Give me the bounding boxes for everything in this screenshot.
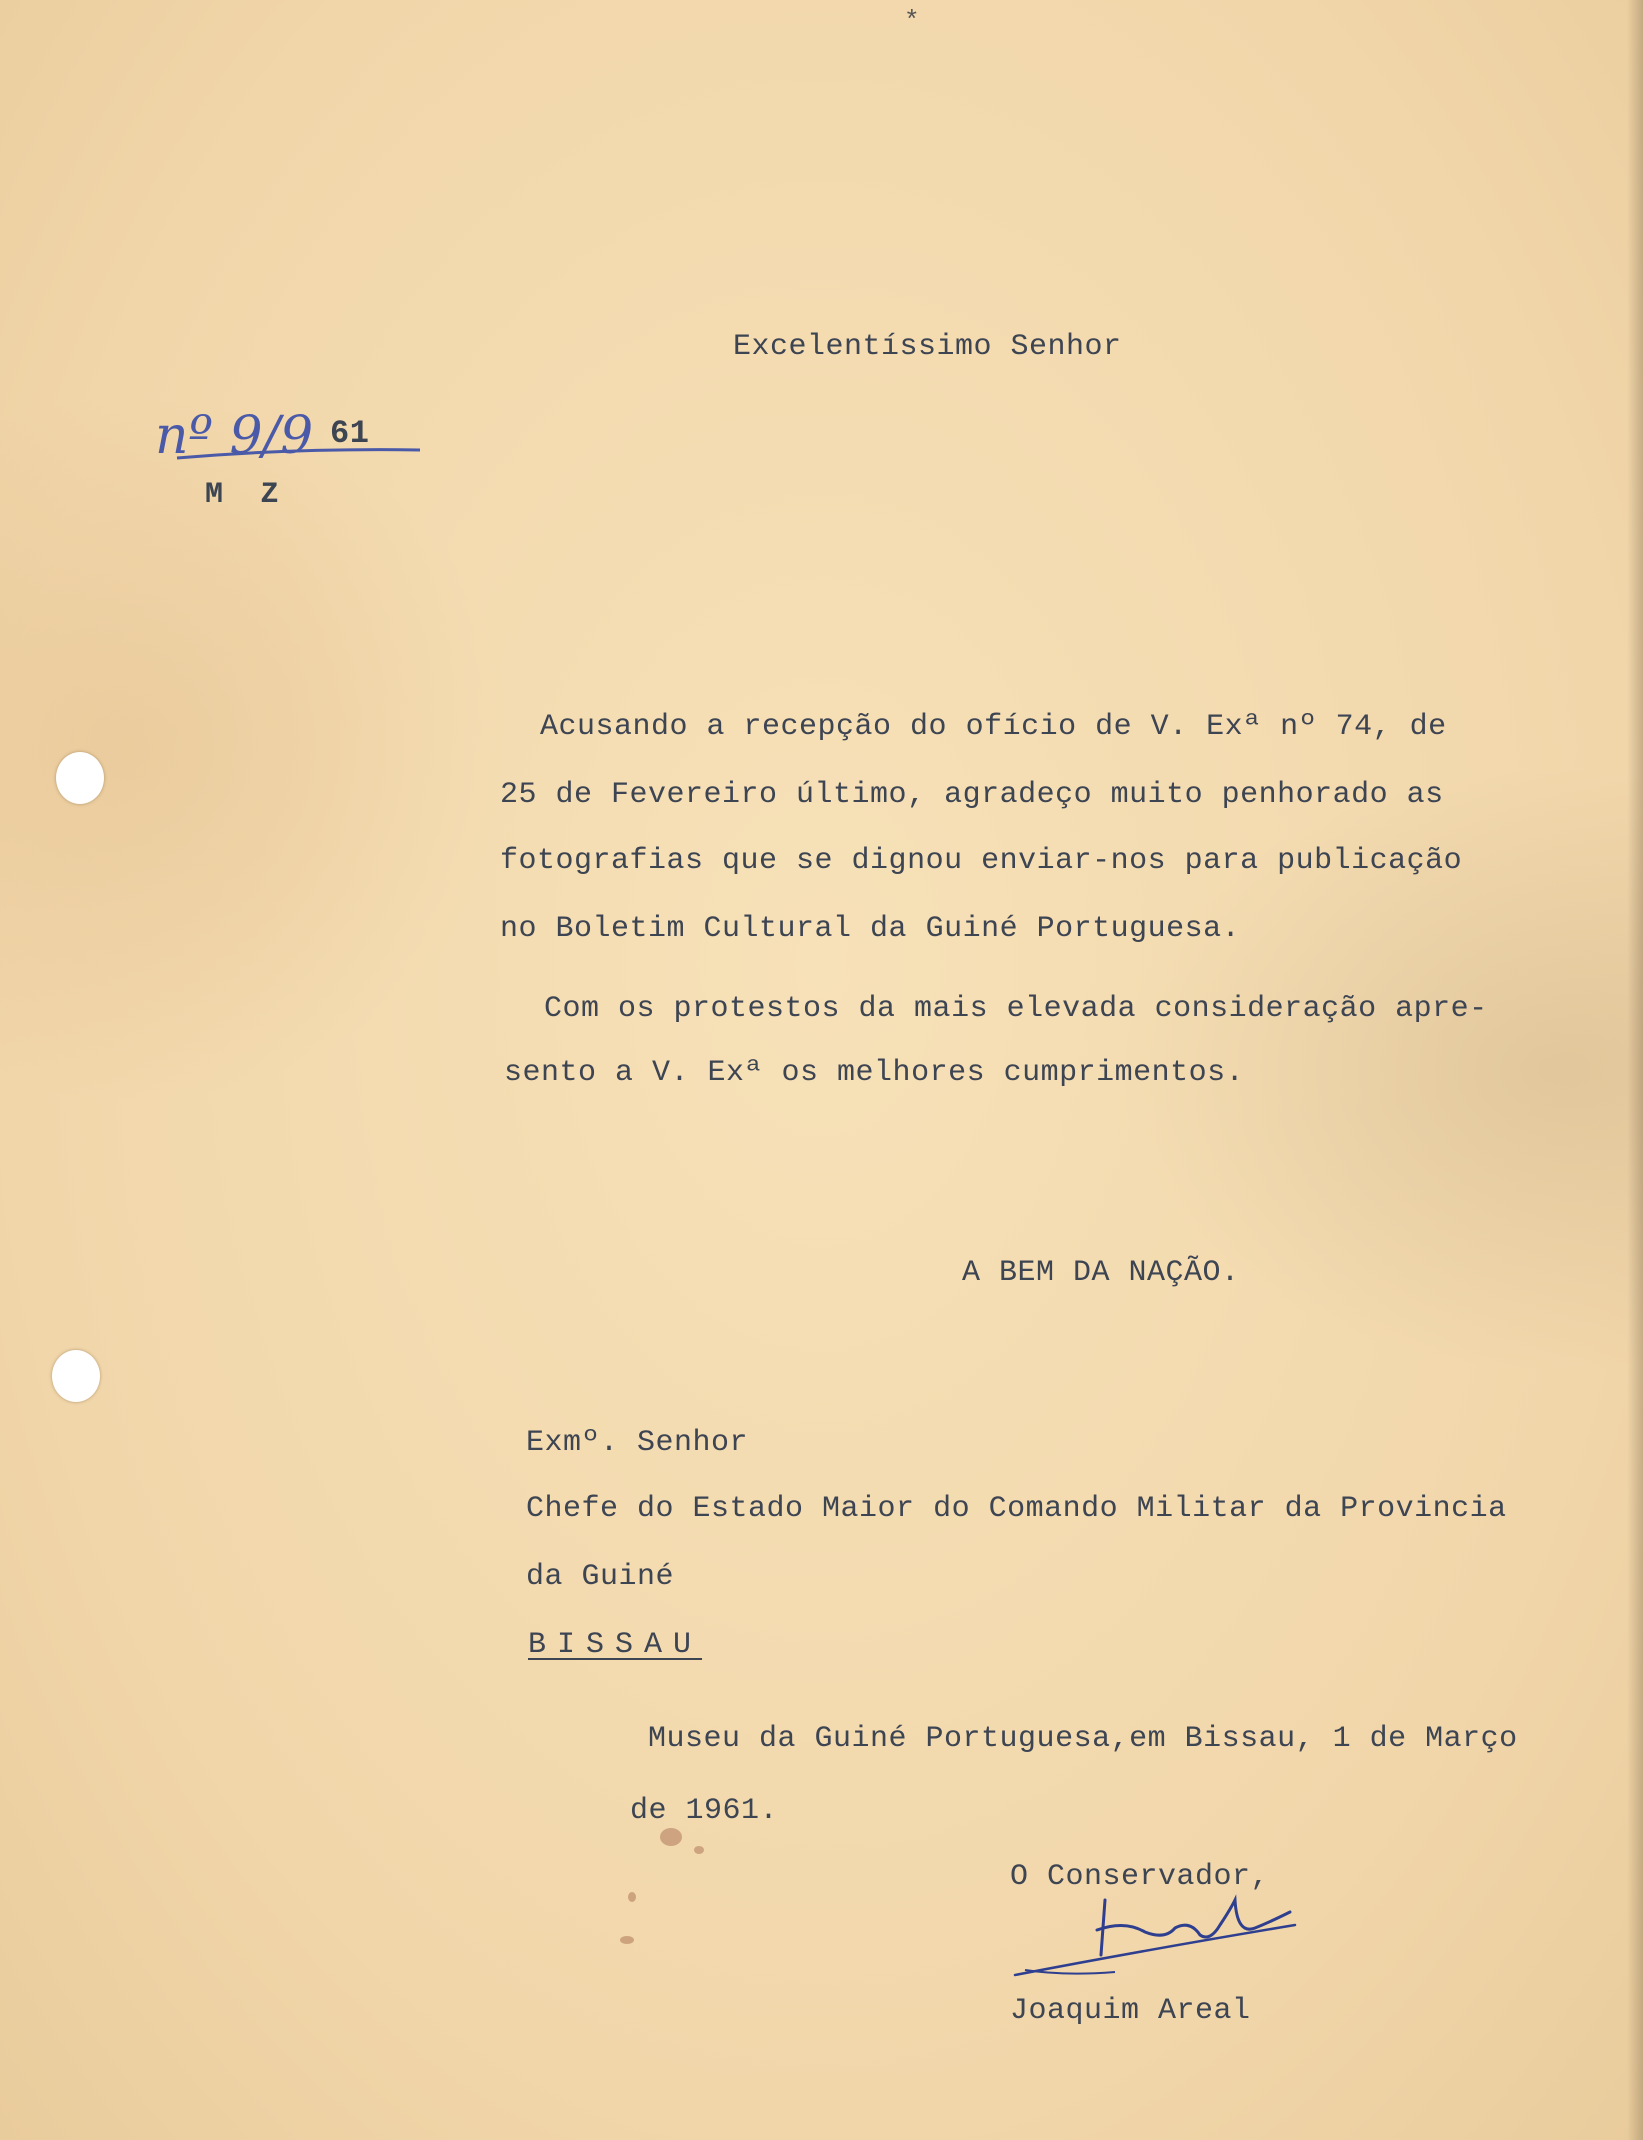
body-line-2: 25 de Fevereiro último, agradeço muito penhorado as <box>500 778 1444 812</box>
body-line-3: fotografias que se dignou enviar-nos para publicação <box>500 844 1463 878</box>
place-date-line-1: Museu da Guiné Portuguesa,em Bissau, 1 de Março <box>648 1722 1518 1756</box>
body-line-6: sento a V. Exª os melhores cumprimentos. <box>504 1056 1245 1090</box>
ink-stain-small <box>628 1892 636 1902</box>
reference-number: nº 9/9 <box>155 406 314 466</box>
ink-stain-small <box>620 1936 634 1944</box>
handwritten-signature <box>1005 1880 1305 1990</box>
recipient-position-cont: da Guiné <box>526 1560 675 1594</box>
page-edge-shadow <box>1627 0 1643 2140</box>
recipient-title: Exmº. Senhor <box>526 1426 749 1460</box>
signatory-name: Joaquim Areal <box>1010 1994 1251 2028</box>
punch-hole-bottom <box>52 1350 100 1402</box>
signatory-role: O Conservador, <box>1010 1860 1270 1894</box>
ink-stain <box>660 1828 682 1846</box>
top-mark: * <box>904 6 921 36</box>
recipient-position: Chefe do Estado Maior do Comando Militar da Provincia <box>526 1492 1507 1526</box>
recipient-city: BISSAU <box>528 1628 703 1662</box>
punch-hole-top <box>56 752 104 804</box>
body-line-5: Com os protestos da mais elevada consideração apre- <box>544 992 1488 1026</box>
place-date-line-2: de 1961. <box>630 1794 779 1828</box>
motto: A BEM DA NAÇÃO. <box>962 1256 1240 1290</box>
salutation: Excelentíssimo Senhor <box>733 330 1122 364</box>
ink-stain-small <box>694 1846 704 1854</box>
reference-initials: M Z <box>205 478 280 512</box>
reference-underline <box>175 444 425 464</box>
body-line-1: Acusando a recepção do ofício de V. Exª nº 74, de <box>540 710 1447 744</box>
reference-year: 61 <box>330 415 370 452</box>
body-line-4: no Boletim Cultural da Guiné Portuguesa. <box>500 912 1241 946</box>
